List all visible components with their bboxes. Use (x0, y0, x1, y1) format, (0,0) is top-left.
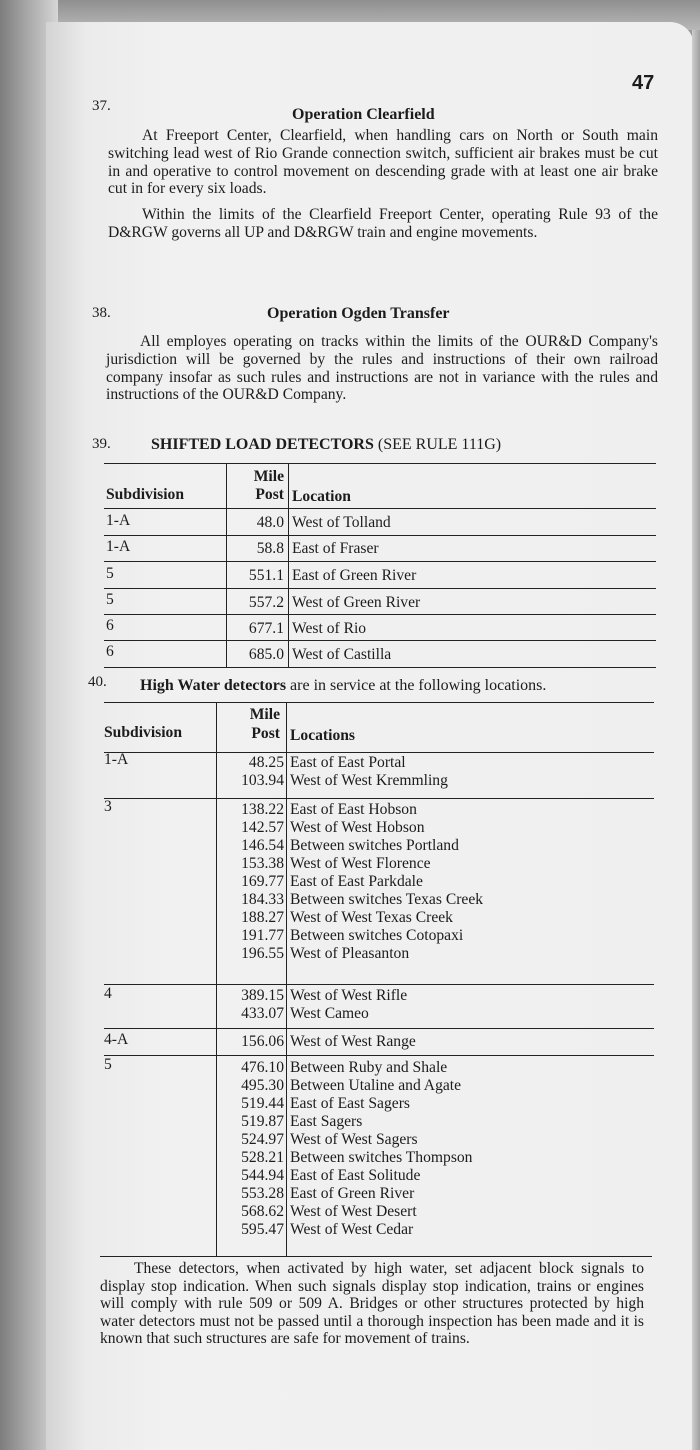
table-40-cell-mile: 169.77 (241, 873, 284, 890)
table-40-group-miles (218, 1033, 284, 1051)
table-40-group-subdivision: 3 (104, 798, 112, 815)
section-39-rule-ref: (SEE RULE 111G) (377, 436, 502, 453)
table-40-cell-location: Between switches Texas Creek (290, 891, 484, 908)
table-40-group-subdivision: 5 (104, 1056, 112, 1073)
section-40-number: 40. (88, 674, 107, 690)
table-40-cell-location: West of West Range (290, 1033, 416, 1050)
table-40-group-locations (290, 1033, 416, 1051)
section-38-number: 38. (92, 305, 111, 321)
table-40-group-locations (290, 801, 483, 963)
table-40-cell-location: Between switches Cotopaxi (290, 927, 464, 944)
table-39-cell-location: West of Castilla (292, 646, 392, 663)
table-40-cell-mile: 103.94 (241, 772, 284, 789)
table-40-cell-mile: 433.07 (241, 1005, 284, 1022)
table-39-row-rule (104, 561, 656, 562)
table-40-cell-mile: 544.94 (241, 1167, 284, 1184)
table-40-cell-location: Between switches Thompson (290, 1149, 473, 1166)
table-40-group-subdivision: 4-A (104, 1031, 129, 1048)
table-40-group-locations (290, 987, 407, 1023)
table-40-cell-mile: 595.47 (241, 1221, 284, 1238)
table-40-cell-location: West of West Desert (290, 1203, 417, 1220)
table-39-header-post: Post (255, 486, 284, 503)
table-40-cell-location: Between Utaline and Agate (290, 1077, 462, 1094)
table-39-row-rule (104, 614, 656, 615)
table-40-cell-mile: 568.62 (241, 1203, 284, 1220)
table-40-group-miles (218, 987, 284, 1023)
table-39-cell-subdivision: 1-A (106, 538, 131, 555)
table-40-header-subdivision: Subdivision (104, 724, 183, 741)
section-37-text (108, 127, 658, 242)
table-40-cell-mile: 528.21 (241, 1149, 284, 1166)
section-40-closing-paragraph: These detectors, when activated by high water, set adjacent block signals to display stop indication. When such signals display stop indication, trains or engines will comply with rule 509 or 509 A. Bridges or other structures protected by high water detectors must not be passed until a thorough inspection has been made and it is known that such structures are safe for movement of trains. (100, 1260, 644, 1348)
table-40-cell-location: West of West Kremmling (290, 772, 448, 789)
table-40-cell-location: Between Ruby and Shale (290, 1059, 448, 1076)
table-40-cell-mile: 495.30 (241, 1077, 284, 1094)
table-40-cell-mile: 191.77 (241, 927, 284, 944)
section-40-closing-text (100, 1260, 644, 1348)
table-39-cell-location: East of Fraser (292, 540, 379, 557)
section-38-title: Operation Ogden Transfer (267, 305, 450, 322)
table-40-cell-location: West of Pleasanton (290, 945, 410, 962)
table-40-header-post: Post (251, 725, 280, 742)
table-40-header-rule (104, 752, 654, 753)
table-40-cell-mile: 519.44 (241, 1095, 284, 1112)
table-39-row-rule (104, 535, 656, 536)
table-39-cell-mile: 557.2 (248, 594, 284, 611)
section-39-number: 39. (92, 436, 111, 452)
table-39-cell-mile: 685.0 (248, 646, 284, 663)
table-40-cell-location: East of Green River (290, 1185, 415, 1202)
table-40-cell-location: East of East Sagers (290, 1095, 410, 1112)
table-40-group-miles (218, 801, 284, 963)
table-40-group-miles (218, 1059, 284, 1239)
table-40-top-rule (104, 702, 654, 703)
table-39-header-subdivision: Subdivision (106, 486, 185, 503)
table-40-cell-mile: 553.28 (241, 1185, 284, 1202)
table-40-header-mile: Mile (249, 706, 280, 723)
table-40-bottom-rule (100, 1256, 652, 1257)
table-40-cell-location: West of West Texas Creek (290, 909, 453, 926)
table-39-header-rule (104, 508, 656, 509)
table-40-cell-mile: 188.27 (241, 909, 284, 926)
table-40-divider-1 (216, 702, 217, 1256)
page-edge (692, 30, 700, 1450)
table-39-cell-location: West of Rio (292, 620, 367, 637)
table-40-cell-mile: 146.54 (241, 837, 284, 854)
table-40-group-locations (290, 1059, 472, 1239)
table-39-bottom-rule (104, 667, 656, 668)
table-39-header-mile: Mile (253, 468, 284, 485)
section-40-caption-text: are in service at the following locations. (290, 677, 547, 694)
table-40-cell-location: West of West Cedar (290, 1221, 414, 1238)
table-40-group-rule (104, 1028, 654, 1029)
table-39-cell-mile: 58.8 (256, 540, 284, 557)
table-40-cell-mile: 524.97 (241, 1131, 284, 1148)
table-40-cell-location: West of West Hobson (290, 819, 425, 836)
table-39-divider-1 (226, 463, 227, 668)
table-40-cell-mile: 48.25 (248, 754, 284, 771)
table-40-cell-mile: 153.38 (241, 855, 284, 872)
table-40-cell-mile: 476.10 (241, 1059, 284, 1076)
table-39-cell-subdivision: 5 (106, 591, 114, 608)
table-40-group-miles (218, 754, 284, 790)
table-40-cell-mile: 519.87 (241, 1113, 284, 1130)
table-40-cell-location: East of East Parkdale (290, 873, 423, 890)
table-40-cell-location: East of East Solitude (290, 1167, 421, 1184)
table-39-top-rule (104, 463, 656, 464)
table-40-cell-mile: 156.06 (241, 1033, 284, 1050)
table-40-cell-location: West of West Rifle (290, 987, 408, 1004)
table-39-cell-location: West of Green River (292, 594, 421, 611)
table-40-cell-location: Between switches Portland (290, 837, 459, 854)
table-40-group-rule (104, 1055, 654, 1056)
section-39-caption (151, 436, 501, 454)
table-39-cell-mile: 48.0 (256, 514, 284, 531)
table-39-cell-location: West of Tolland (292, 514, 391, 531)
table-40-cell-location: East Sagers (290, 1113, 363, 1130)
table-40-cell-location: East of East Portal (290, 754, 406, 771)
table-40-cell-mile: 389.15 (241, 987, 284, 1004)
section-39-title: SHIFTED LOAD DETECTORS (151, 436, 374, 453)
table-40-cell-mile: 184.33 (241, 891, 284, 908)
section-40-caption (140, 677, 546, 695)
table-39-header-location: Location (292, 488, 351, 505)
table-39-cell-subdivision: 5 (106, 565, 114, 582)
table-39-cell-subdivision: 1-A (106, 512, 131, 529)
section-38-text (106, 333, 658, 404)
table-40-cell-location: West of West Sagers (290, 1131, 418, 1148)
table-40-group-rule (104, 798, 654, 799)
table-40-cell-mile: 142.57 (241, 819, 284, 836)
table-39-row-rule (104, 588, 656, 589)
page-number: 47 (632, 72, 655, 94)
table-39-row-rule (104, 640, 656, 641)
table-40-cell-mile: 138.22 (241, 801, 284, 818)
section-40-title: High Water detectors (140, 677, 287, 694)
table-40-cell-mile: 196.55 (241, 945, 284, 962)
table-39-cell-mile: 551.1 (248, 567, 284, 584)
table-40-cell-location: West of West Florence (290, 855, 431, 872)
table-39-cell-mile: 677.1 (248, 620, 284, 637)
section-37-paragraph-1: At Freeport Center, Clearfield, when handling cars on North or South main switching lead west of Rio Grande connection switch, sufficient air brakes must be cut in and operative to control movement on descending grade with at least one air brake cut in for every six loads. (108, 127, 658, 198)
table-40-group-subdivision: 4 (104, 985, 112, 1002)
table-40-group-subdivision: 1-A (104, 751, 129, 768)
table-40-header-locations: Locations (290, 727, 355, 744)
table-40-group-rule (104, 984, 654, 985)
table-40-cell-location: East of East Hobson (290, 801, 417, 818)
table-39-divider-2 (288, 463, 289, 668)
table-39-cell-subdivision: 6 (106, 643, 114, 660)
section-37-paragraph-2: Within the limits of the Clearfield Freeport Center, operating Rule 93 of the D&RGW governs all UP and D&RGW train and engine movements. (108, 206, 658, 241)
table-39-cell-subdivision: 6 (106, 617, 114, 634)
section-38-paragraph: All employes operating on tracks within the limits of the OUR&D Company's jurisdiction will be governed by the rules and instructions of their own railroad company insofar as such rules and instructions are not in variance with the rules and instructions of the OUR&D Company. (106, 333, 658, 404)
section-37-number: 37. (92, 98, 111, 114)
section-37-title: Operation Clearfield (292, 106, 435, 123)
table-39-cell-location: East of Green River (292, 567, 417, 584)
table-40-cell-location: West Cameo (290, 1005, 369, 1022)
table-40-group-locations (290, 754, 448, 790)
table-40-divider-2 (286, 702, 287, 1256)
